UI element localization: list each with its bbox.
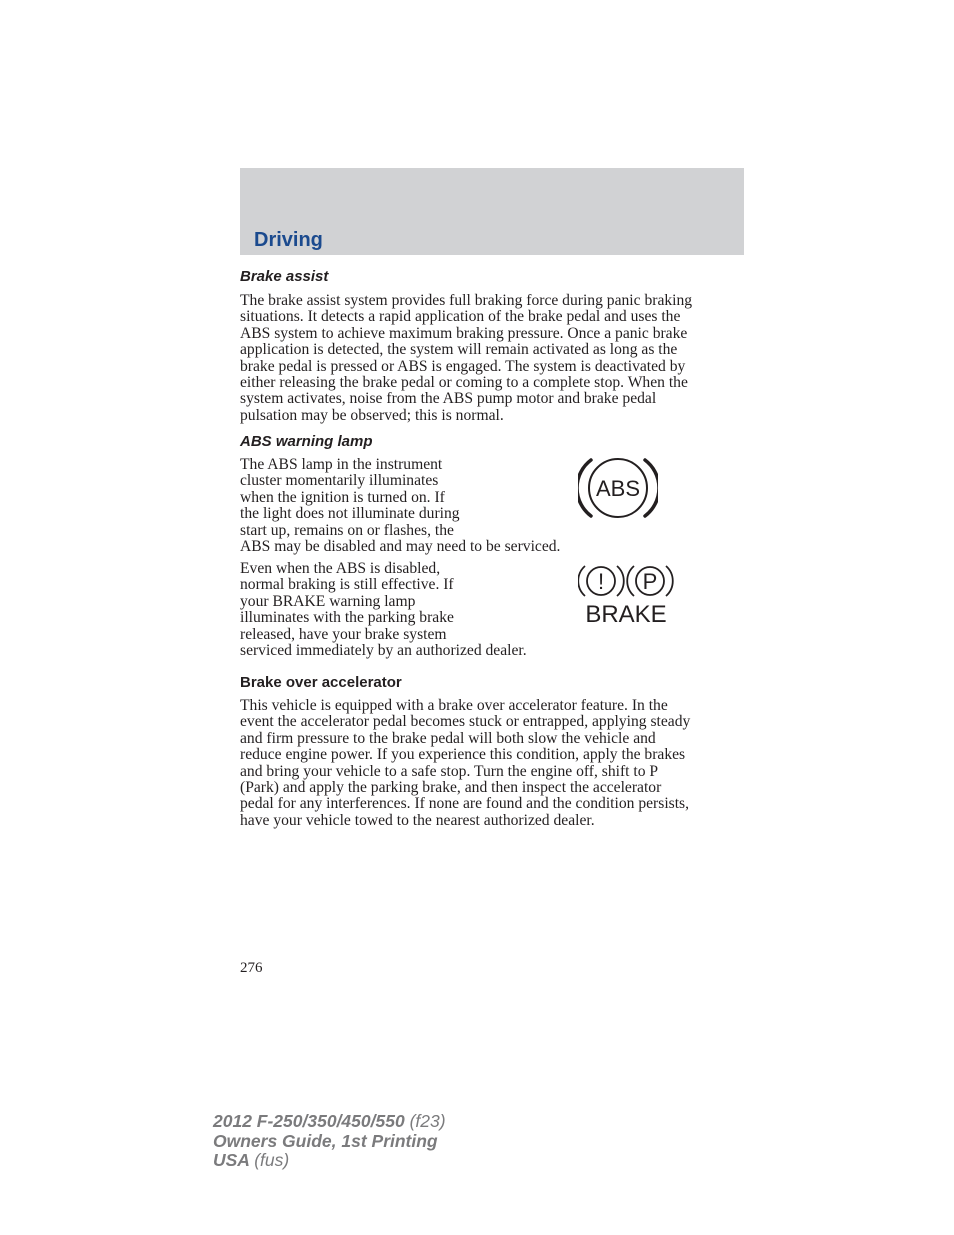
brake-over-accelerator-heading: Brake over accelerator	[240, 674, 402, 691]
brake-warning-icon	[578, 560, 678, 628]
svg-text:P: P	[642, 569, 658, 594]
footer-line-model: 2012 F-250/350/450/550 (f23)	[213, 1111, 446, 1131]
section-header-band	[240, 168, 744, 255]
brake-over-accelerator-paragraph: This vehicle is equipped with a brake over accelerator feature. In the event the accelerator pedal becomes stuck or entrapped, applying steady and firm pressure to the brake pedal will both slow the vehicle and reduce engine power. If you experience this condition, apply the brakes and bring your vehicle to a safe stop. Turn the engine off, shift to P (Park) and apply the parking brake, and then inspect the accelerator pedal for any interferences. If none are found and the condition persists, have your vehicle towed to the nearest authorized dealer.	[240, 697, 691, 829]
svg-text:!: !	[597, 569, 605, 594]
page-number: 276	[240, 960, 263, 976]
brake-assist-heading: Brake assist	[240, 268, 329, 285]
section-title: Driving	[254, 229, 323, 251]
abs-icon-label: ABS	[595, 476, 641, 501]
footer-line-market: USA (fus)	[213, 1150, 290, 1170]
abs-warning-paragraph: The ABS lamp in the instrument cluster momentarily illuminates when the ignition is turned on. If the light does not illuminate during start up, remains on or flashes, the ABS may be disabled and may need to be serviced.	[240, 456, 561, 556]
abs-warning-heading: ABS warning lamp	[240, 433, 373, 450]
exclaim-circle-icon	[578, 566, 624, 596]
park-circle-icon	[627, 566, 673, 596]
brake-assist-paragraph: The brake assist system provides full braking force during panic braking situations. It detects a rapid application of the brake pedal and uses the ABS system to achieve maximum braking pressure. Once a panic brake application is detected, the system will remain activated as long as the brake pedal is pressed or ABS is engaged. The system is deactivated by either releasing the brake pedal or coming to a complete stop. When the system activates, noise from the ABS pump motor and brake pedal pulsation may be observed; this is normal.	[240, 292, 693, 424]
brake-icon-label: BRAKE	[585, 601, 667, 628]
document-footer	[213, 1112, 446, 1171]
brake-lamp-paragraph: Even when the ABS is disabled, normal braking is still effective. If your BRAKE warning lamp illuminates with the parking brake released, have your brake system serviced immediately by an authorized dealer.	[240, 560, 527, 660]
footer-line-edition: Owners Guide, 1st Printing	[213, 1130, 438, 1151]
abs-warning-icon	[578, 455, 658, 521]
